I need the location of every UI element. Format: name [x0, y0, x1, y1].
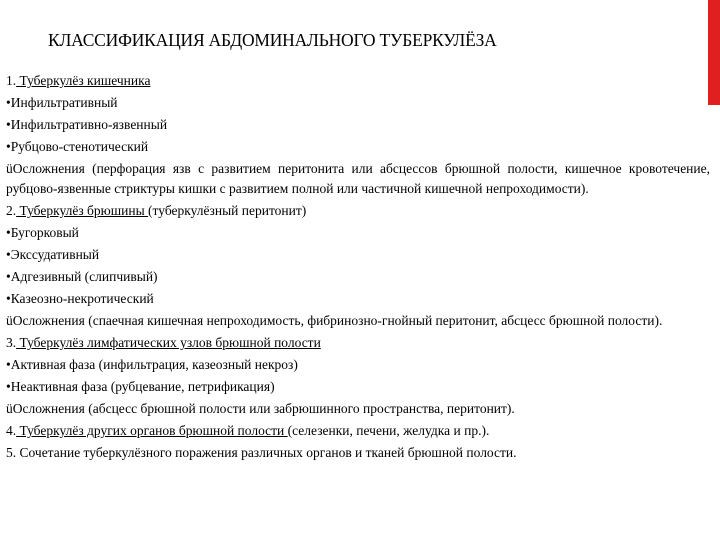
- section-4-heading: [6, 420, 710, 442]
- list-item: •Экссудативный: [6, 247, 100, 262]
- section-title: Туберкулёз лимфатических узлов брюшной полости: [16, 335, 321, 350]
- list-item: •Адгезивный (слипчивый): [6, 269, 158, 284]
- slide-title: КЛАССИФИКАЦИЯ АБДОМИНАЛЬНОГО ТУБЕРКУЛЁЗА: [48, 30, 497, 50]
- section-number: 1.: [6, 73, 17, 88]
- section-title: Туберкулёз кишечника: [16, 73, 151, 88]
- slide-content: [6, 70, 710, 464]
- section-number: 4.: [6, 423, 17, 438]
- complication-item: üОсложнения (перфорация язв с развитием перитонита или абсцессов брюшной полости, кишечное кровотечение, рубцово-язвенные стриктуры кишки с развитием полной или частичной кишечной непроходимости).: [6, 161, 710, 196]
- section-3-heading: [6, 332, 710, 354]
- list-item: •Инфильтративный: [6, 95, 118, 110]
- list-item: •Инфильтративно-язвенный: [6, 117, 168, 132]
- section-5: 5. Сочетание туберкулёзного поражения различных органов и тканей брюшной полости.: [6, 445, 517, 460]
- section-title: Туберкулёз других органов брюшной полости: [16, 423, 288, 438]
- section-number: 3.: [6, 335, 17, 350]
- complication-item: üОсложнения (спаечная кишечная непроходимость, фибринозно-гнойный перитонит, абсцесс брюшной полости).: [6, 313, 663, 328]
- section-title: Туберкулёз брюшины: [16, 203, 149, 218]
- complication-item: üОсложнения (абсцесс брюшной полости или забрюшинного пространства, перитонит).: [6, 401, 515, 416]
- list-item: •Казеозно-некротический: [6, 291, 154, 306]
- list-item: •Активная фаза (инфильтрация, казеозный некроз): [6, 357, 298, 372]
- list-item: •Бугорковый: [6, 225, 79, 240]
- section-number: 2.: [6, 203, 17, 218]
- list-item: •Неактивная фаза (рубцевание, петрификация): [6, 379, 275, 394]
- section-1-heading: [6, 70, 710, 92]
- list-item: •Рубцово-стенотический: [6, 139, 149, 154]
- section-note: (туберкулёзный перитонит): [148, 203, 307, 218]
- section-note: (селезенки, печени, желудка и пр.).: [287, 423, 490, 438]
- section-2-heading: [6, 200, 710, 222]
